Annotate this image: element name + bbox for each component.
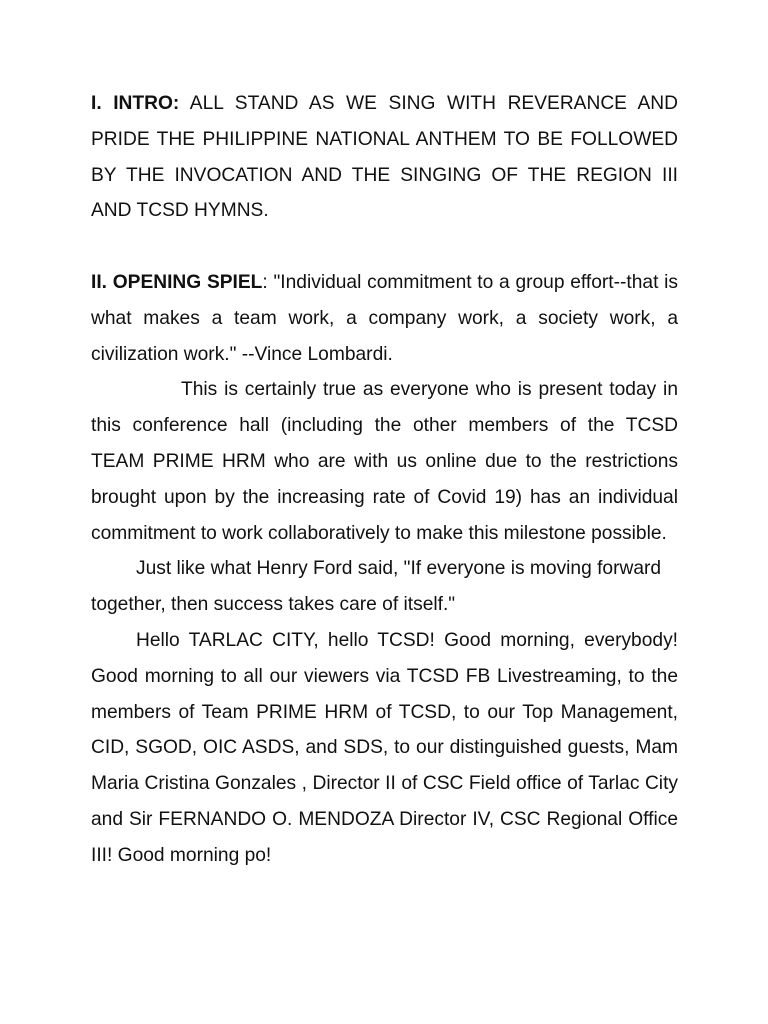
- lombardi-quote: "Individual commitment to a group effort--that is what makes a team work, a company work, a society work, a civilization work." --Vince Lombardi.: [91, 271, 679, 365]
- section-spacer: [91, 229, 678, 265]
- opening-spiel-heading: II. OPENING SPIEL: [91, 271, 263, 293]
- intro-text: ALL STAND AS WE SING WITH REVERANCE AND PRIDE THE PHILIPPINE NATIONAL ANTHEM TO BE FOLLOWED BY THE INVOCATION AND THE SINGING OF THE REGION III AND TCSD HYMNS.: [91, 93, 678, 222]
- opening-spiel-paragraph: [91, 265, 678, 372]
- commitment-paragraph: This is certainly true as everyone who is present today in this conference hall (including the other members of the TCSD TEAM PRIME HRM who are with us online due to the restrictions brought upon by the increasing rate of Covid 19) has an individual commitment to work collaboratively to make this milestone possible.: [91, 379, 678, 544]
- document-page: [91, 86, 678, 874]
- opening-spiel-colon: :: [262, 271, 268, 293]
- intro-paragraph: [91, 86, 678, 229]
- henry-ford-paragraph: Just like what Henry Ford said, "If everyone is moving forward together, then success takes care of itself.": [91, 558, 662, 616]
- intro-heading: I. INTRO:: [91, 93, 180, 114]
- greeting-paragraph: Hello TARLAC CITY, hello TCSD! Good morning, everybody! Good morning to all our viewers via TCSD FB Livestreaming, to the members of Team PRIME HRM of TCSD, to our Top Management, CID, SGOD, OIC ASDS, and SDS, to our distinguished guests, Mam Maria Cristina Gonzales , Director II of CSC Field office of Tarlac City and Sir FERNANDO O. MENDOZA Director IV, CSC Regional Office III! Good morning po!: [91, 629, 678, 866]
